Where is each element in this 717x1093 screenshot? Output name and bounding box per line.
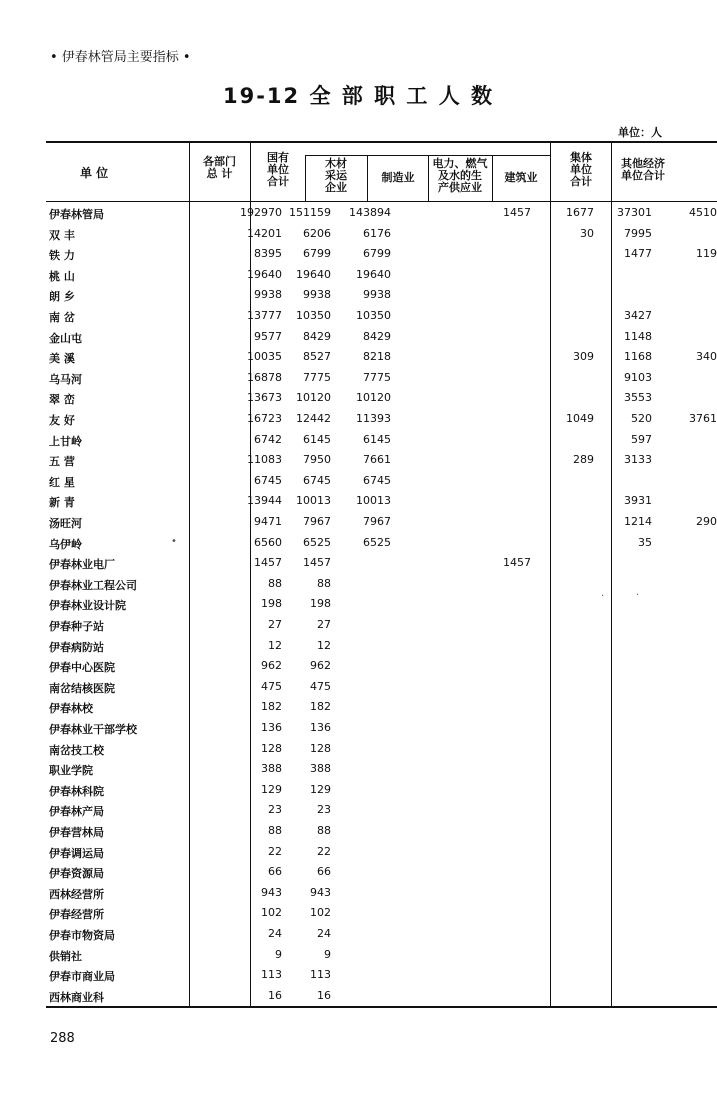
cell-c6: 1214 bbox=[624, 515, 652, 528]
cell-c1: 10013 bbox=[296, 494, 331, 508]
table-row bbox=[46, 697, 717, 717]
table-row bbox=[46, 780, 717, 800]
table-row bbox=[46, 636, 717, 656]
header-total: 各部门 总 计 bbox=[203, 155, 236, 180]
cell-c2: 10120 bbox=[356, 391, 391, 405]
table-row bbox=[46, 553, 717, 573]
cell-c6: 3427 bbox=[624, 309, 652, 322]
cell-c2: 6525 bbox=[363, 535, 391, 549]
cell-c1: 24 bbox=[317, 927, 331, 940]
cell-c2: 6145 bbox=[363, 432, 391, 446]
cell-c0: 388 bbox=[261, 762, 282, 776]
cell-c2: 7775 bbox=[363, 370, 391, 384]
cell-c2: 6799 bbox=[363, 247, 391, 261]
bottom-rule bbox=[46, 1006, 717, 1008]
cell-c1: 113 bbox=[310, 968, 331, 982]
row-name: 汤旺河 bbox=[49, 517, 82, 530]
row-name: 伊春林业干部学校 bbox=[49, 723, 137, 736]
table-row bbox=[46, 883, 717, 903]
cell-c1: 136 bbox=[310, 721, 331, 734]
table-row bbox=[46, 965, 717, 985]
table-row bbox=[46, 409, 717, 429]
top-rule bbox=[46, 141, 717, 143]
cell-c2: 10013 bbox=[356, 494, 391, 508]
cell-c1: 6145 bbox=[303, 432, 331, 446]
header-unit-name: 单 位 bbox=[80, 166, 109, 180]
table-row bbox=[46, 903, 717, 923]
table-row bbox=[46, 203, 717, 223]
scan-mark: • bbox=[171, 536, 177, 547]
row-name: 西林经营所 bbox=[49, 887, 104, 901]
cell-c0: 66 bbox=[268, 865, 282, 879]
row-name: 伊春林业电厂 bbox=[49, 558, 115, 572]
cell-c0: 198 bbox=[261, 597, 282, 611]
cell-c0: 8395 bbox=[254, 247, 282, 261]
cell-c1: 88 bbox=[317, 824, 331, 837]
table-row bbox=[46, 842, 717, 862]
cell-c0: 13777 bbox=[247, 309, 282, 322]
header-timber: 木材 采运 企业 bbox=[325, 157, 347, 194]
row-name: 伊春资源局 bbox=[49, 867, 104, 881]
cell-c0: 23 bbox=[268, 803, 282, 817]
cell-c1: 198 bbox=[310, 597, 331, 611]
cell-c1: 8527 bbox=[303, 350, 331, 364]
table-row bbox=[46, 862, 717, 882]
table-row bbox=[46, 244, 717, 264]
table-row bbox=[46, 347, 717, 367]
cell-c1: 6206 bbox=[303, 226, 331, 240]
table-row bbox=[46, 677, 717, 697]
table-row bbox=[46, 718, 717, 738]
cell-c1: 22 bbox=[317, 844, 331, 858]
cell-c1: 962 bbox=[310, 659, 331, 673]
cell-c2: 6745 bbox=[363, 473, 391, 487]
header-rule bbox=[46, 201, 717, 202]
cell-c1: 182 bbox=[310, 700, 331, 714]
cell-c1: 7775 bbox=[303, 370, 331, 384]
col-divider bbox=[367, 155, 368, 201]
cell-c6: 1168 bbox=[624, 350, 652, 364]
table-row bbox=[46, 656, 717, 676]
row-name: 伊春营林局 bbox=[49, 826, 104, 839]
cell-c0: 6560 bbox=[254, 535, 282, 549]
cell-c6: 3931 bbox=[624, 494, 652, 508]
row-name: 伊春林校 bbox=[49, 702, 93, 716]
row-name: 红 星 bbox=[49, 475, 75, 489]
table-row bbox=[46, 594, 717, 614]
cell-c0: 9577 bbox=[254, 329, 282, 343]
cell-c2: 143894 bbox=[349, 206, 391, 219]
cell-c1: 129 bbox=[310, 782, 331, 796]
row-name: 西林商业科 bbox=[49, 990, 104, 1004]
cell-c0: 6742 bbox=[254, 432, 282, 446]
cell-c1: 151159 bbox=[289, 206, 331, 219]
row-name: 新 青 bbox=[49, 496, 75, 510]
cell-c6: 1148 bbox=[624, 329, 652, 343]
cell-c0: 10035 bbox=[247, 350, 282, 364]
col-divider bbox=[305, 155, 306, 201]
table-row bbox=[46, 512, 717, 532]
subheader-rule bbox=[305, 155, 550, 156]
cell-c1: 388 bbox=[310, 762, 331, 776]
cell-c1: 6525 bbox=[303, 535, 331, 549]
cell-c1: 10350 bbox=[296, 309, 331, 322]
cell-c2: 6176 bbox=[363, 226, 391, 240]
table-title: 19-12 全 部 职 工 人 数 bbox=[222, 84, 495, 108]
unit-label: 单位：人 bbox=[618, 126, 662, 139]
cell-c0: 16878 bbox=[247, 370, 282, 384]
table-row bbox=[46, 368, 717, 388]
scan-mark: · bbox=[636, 590, 640, 601]
cell-c0: 19640 bbox=[247, 267, 282, 281]
cell-c7: 119 bbox=[696, 247, 717, 261]
cell-c1: 27 bbox=[317, 618, 331, 631]
table-row bbox=[46, 491, 717, 511]
cell-c0: 22 bbox=[268, 844, 282, 858]
cell-c6: 520 bbox=[631, 412, 652, 425]
running-header: • 伊春林管局主要指标 • bbox=[50, 50, 191, 65]
cell-c1: 1457 bbox=[303, 556, 331, 570]
cell-c1: 128 bbox=[310, 741, 331, 755]
row-name: 伊春林业工程公司 bbox=[49, 578, 137, 592]
cell-c0: 6745 bbox=[254, 473, 282, 487]
table-row bbox=[46, 430, 717, 450]
cell-c6: 35 bbox=[638, 535, 652, 549]
cell-c1: 12442 bbox=[296, 412, 331, 425]
cell-c0: 11083 bbox=[247, 453, 282, 467]
cell-c2: 8429 bbox=[363, 329, 391, 343]
row-name: 翠 峦 bbox=[49, 393, 75, 407]
cell-c0: 13944 bbox=[247, 494, 282, 508]
cell-c0: 16723 bbox=[247, 412, 282, 425]
table-row bbox=[46, 450, 717, 470]
cell-c5: 1677 bbox=[566, 206, 594, 219]
table-row bbox=[46, 986, 717, 1006]
row-name: 供销社 bbox=[49, 949, 82, 963]
row-name: 金山屯 bbox=[49, 331, 82, 345]
row-name: 南岔结核医院 bbox=[49, 681, 115, 695]
row-name: 友 好 bbox=[49, 414, 75, 427]
header-other: 其他经济 单位合计 bbox=[621, 157, 665, 182]
cell-c2: 7661 bbox=[363, 453, 391, 467]
cell-c0: 14201 bbox=[247, 226, 282, 240]
cell-c6: 1477 bbox=[624, 247, 652, 261]
cell-c1: 943 bbox=[310, 885, 331, 899]
cell-c1: 88 bbox=[317, 576, 331, 590]
cell-c2: 9938 bbox=[363, 288, 391, 302]
cell-c0: 24 bbox=[268, 927, 282, 940]
cell-c2: 7967 bbox=[363, 515, 391, 528]
header-collective: 集体 单位 合计 bbox=[570, 151, 592, 188]
table-row bbox=[46, 388, 717, 408]
cell-c6: 3133 bbox=[624, 453, 652, 467]
cell-c0: 943 bbox=[261, 885, 282, 899]
cell-c7: 340 bbox=[696, 350, 717, 364]
cell-c0: 9938 bbox=[254, 288, 282, 302]
row-name: 伊春林科院 bbox=[49, 784, 104, 798]
cell-c0: 102 bbox=[261, 906, 282, 920]
row-name: 双 丰 bbox=[49, 228, 75, 242]
cell-c1: 7967 bbox=[303, 515, 331, 528]
cell-c7: 4510 bbox=[689, 206, 717, 219]
row-name: 五 营 bbox=[49, 455, 75, 469]
cell-c2: 8218 bbox=[363, 350, 391, 364]
cell-c1: 7950 bbox=[303, 453, 331, 467]
cell-c2: 19640 bbox=[356, 267, 391, 281]
row-name: 伊春市商业局 bbox=[49, 970, 115, 984]
cell-c0: 9 bbox=[275, 947, 282, 961]
cell-c6: 9103 bbox=[624, 370, 652, 384]
cell-c7: 3761 bbox=[689, 412, 717, 425]
cell-c6: 7995 bbox=[624, 226, 652, 240]
cell-c6: 37301 bbox=[617, 206, 652, 219]
row-name: 伊春经营所 bbox=[49, 908, 104, 922]
cell-c0: 113 bbox=[261, 968, 282, 982]
row-name: 伊春林管局 bbox=[49, 208, 104, 221]
cell-c0: 136 bbox=[261, 721, 282, 734]
cell-c2: 10350 bbox=[356, 309, 391, 322]
cell-c1: 8429 bbox=[303, 329, 331, 343]
table-row bbox=[46, 265, 717, 285]
row-name: 伊春林产局 bbox=[49, 805, 104, 819]
table-row bbox=[46, 471, 717, 491]
header-state-owned: 国有 单位 合计 bbox=[267, 151, 289, 188]
table-row bbox=[46, 327, 717, 347]
cell-c4: 1457 bbox=[503, 556, 531, 570]
row-name: 伊春调运局 bbox=[49, 846, 104, 860]
cell-c0: 475 bbox=[261, 679, 282, 693]
header-construction: 建筑业 bbox=[504, 171, 538, 184]
row-name: 桃 山 bbox=[49, 269, 75, 283]
cell-c5: 30 bbox=[580, 226, 594, 240]
cell-c0: 962 bbox=[261, 659, 282, 673]
table-row bbox=[46, 924, 717, 944]
cell-c1: 66 bbox=[317, 865, 331, 879]
cell-c0: 192970 bbox=[240, 206, 282, 219]
cell-c0: 27 bbox=[268, 618, 282, 631]
cell-c1: 19640 bbox=[296, 267, 331, 281]
cell-c0: 182 bbox=[261, 700, 282, 714]
scan-mark: · bbox=[601, 591, 605, 602]
row-name: 乌伊岭 bbox=[49, 537, 82, 551]
cell-c1: 475 bbox=[310, 679, 331, 693]
cell-c6: 3553 bbox=[624, 391, 652, 405]
cell-c5: 309 bbox=[573, 350, 594, 364]
row-name: 伊春林业设计院 bbox=[49, 599, 126, 613]
cell-c1: 16 bbox=[317, 988, 331, 1002]
cell-c5: 1049 bbox=[566, 412, 594, 425]
cell-c7: 290 bbox=[696, 515, 717, 528]
table-row bbox=[46, 800, 717, 820]
table-row bbox=[46, 574, 717, 594]
table-row bbox=[46, 821, 717, 841]
cell-c0: 9471 bbox=[254, 515, 282, 528]
cell-c4: 1457 bbox=[503, 206, 531, 219]
cell-c0: 128 bbox=[261, 741, 282, 755]
row-name: 朗 乡 bbox=[49, 290, 75, 304]
cell-c0: 129 bbox=[261, 782, 282, 796]
table-row bbox=[46, 615, 717, 635]
header-manufacturing: 制造业 bbox=[381, 171, 415, 184]
row-name: 伊春种子站 bbox=[49, 620, 104, 633]
table-row bbox=[46, 739, 717, 759]
row-name: 伊春病防站 bbox=[49, 640, 104, 654]
cell-c1: 102 bbox=[310, 906, 331, 920]
row-name: 南岔技工校 bbox=[49, 743, 104, 757]
table-row bbox=[46, 759, 717, 779]
table-row bbox=[46, 306, 717, 326]
table-row bbox=[46, 533, 717, 553]
row-name: 上甘岭 bbox=[49, 434, 82, 448]
table-row bbox=[46, 224, 717, 244]
cell-c0: 12 bbox=[268, 638, 282, 652]
cell-c1: 12 bbox=[317, 638, 331, 652]
cell-c1: 6799 bbox=[303, 247, 331, 261]
page-number: 288 bbox=[50, 1031, 75, 1046]
cell-c0: 1457 bbox=[254, 556, 282, 570]
cell-c1: 6745 bbox=[303, 473, 331, 487]
header-utilities: 电力、燃气 及水的生 产供应业 bbox=[432, 157, 488, 194]
row-name: 职业学院 bbox=[49, 764, 93, 778]
row-name: 美 溪 bbox=[49, 352, 75, 366]
cell-c1: 23 bbox=[317, 803, 331, 817]
cell-c5: 289 bbox=[573, 453, 594, 467]
cell-c1: 9 bbox=[324, 947, 331, 961]
table-row bbox=[46, 945, 717, 965]
row-name: 伊春中心医院 bbox=[49, 661, 115, 675]
cell-c6: 597 bbox=[631, 432, 652, 446]
row-name: 南 岔 bbox=[49, 311, 75, 324]
cell-c2: 11393 bbox=[356, 412, 391, 425]
row-name: 乌马河 bbox=[49, 372, 82, 386]
row-name: 铁 力 bbox=[49, 249, 75, 263]
cell-c0: 88 bbox=[268, 824, 282, 837]
cell-c1: 10120 bbox=[296, 391, 331, 405]
cell-c0: 16 bbox=[268, 988, 282, 1002]
cell-c0: 88 bbox=[268, 576, 282, 590]
row-name: 伊春市物资局 bbox=[49, 929, 115, 942]
cell-c1: 9938 bbox=[303, 288, 331, 302]
cell-c0: 13673 bbox=[247, 391, 282, 405]
table-row bbox=[46, 285, 717, 305]
